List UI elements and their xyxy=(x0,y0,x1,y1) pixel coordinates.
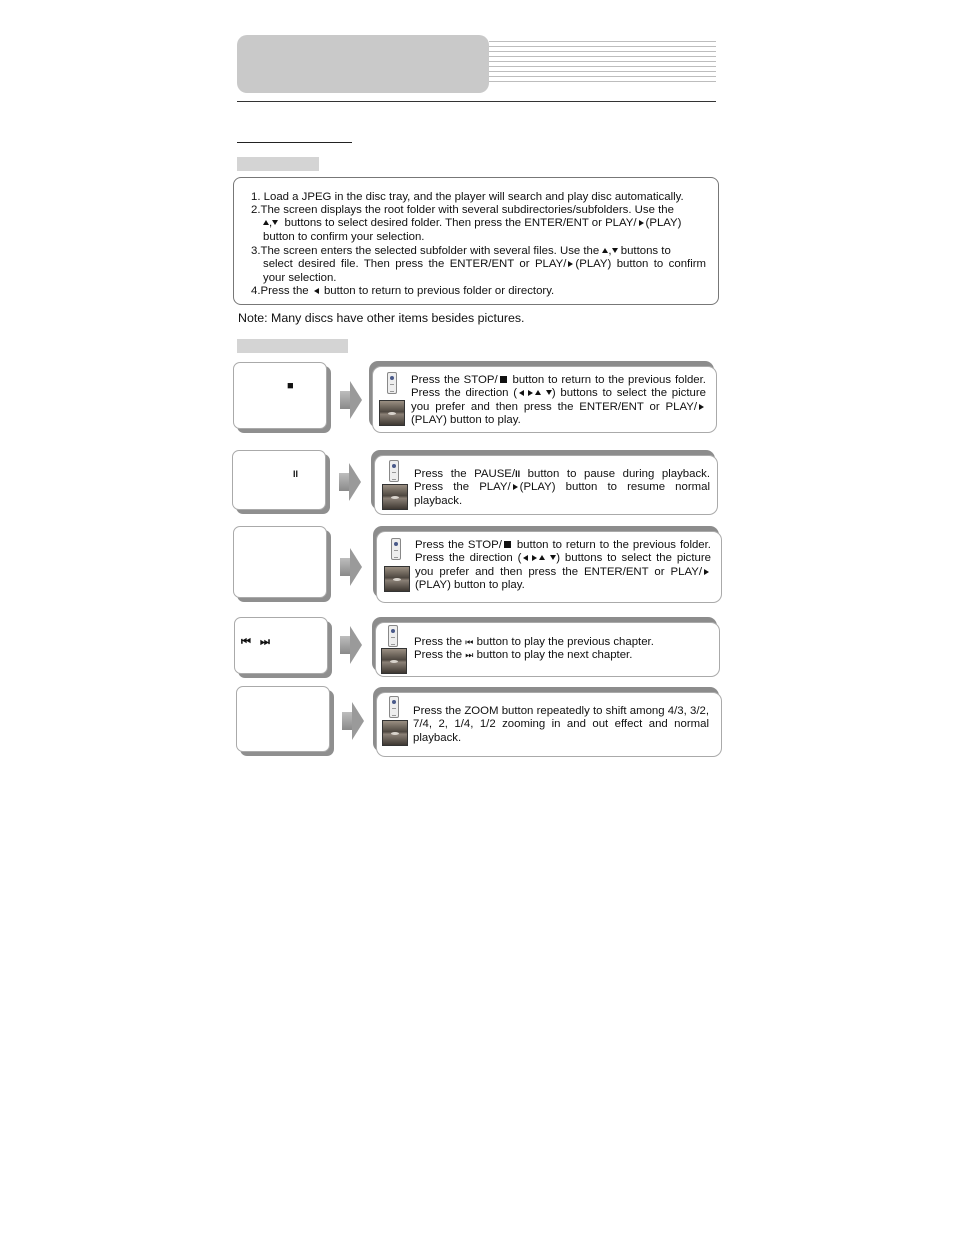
stop-icon xyxy=(504,541,511,548)
section-tag-functions xyxy=(237,339,348,353)
info-box-stop-2 xyxy=(376,531,722,603)
pause-icon: II xyxy=(293,469,299,479)
right-icon xyxy=(532,555,537,561)
right-arrow-icon xyxy=(340,626,362,664)
remote-control-icon xyxy=(387,372,397,394)
skip-icons: ⏮ ⏭ xyxy=(241,636,273,648)
info-text-part: button to return to the previous folder. Press the direction ( xyxy=(415,539,711,565)
info-text-part: button to play the previous chapter. xyxy=(476,636,654,648)
previous-icon: ⏮ xyxy=(465,637,474,647)
right-arrow-icon xyxy=(340,381,362,419)
dvd-player-icon xyxy=(379,400,405,426)
function-box-skip xyxy=(234,617,328,674)
right-icon xyxy=(528,390,533,396)
step-text: button to confirm your selection. xyxy=(263,230,425,243)
info-text-part: ) buttons to select the picture you prefer and then press the ENTER/ENT or PLAY/ xyxy=(415,552,712,578)
step-text: 4.Press the xyxy=(251,285,309,297)
function-box-pause xyxy=(232,450,326,510)
step-text: 1. Load a JPEG in the disc tray, and the player will search and play disc automatically. xyxy=(251,191,684,203)
up-icon xyxy=(535,390,541,395)
step-2 xyxy=(251,204,706,244)
step-text: (PLAY) xyxy=(645,217,682,230)
info-text-part: ) buttons to select the picture you prefer and then press the ENTER/ENT or PLAY/ xyxy=(411,387,706,413)
down-icon xyxy=(272,220,278,225)
play-icon xyxy=(704,569,709,575)
info-text-part: Press the xyxy=(414,636,463,648)
step-text: (PLAY) button to confirm your selection. xyxy=(263,258,707,284)
function-box-blank-1 xyxy=(233,526,327,598)
step-text-continued xyxy=(251,258,706,285)
comma: , xyxy=(608,245,612,257)
header-rule xyxy=(237,101,716,102)
step-4 xyxy=(251,285,706,298)
comma: , xyxy=(269,217,273,230)
info-box-skip xyxy=(375,622,720,677)
note-text: Note: Many discs have other items besides pictures. xyxy=(238,311,525,325)
left-icon xyxy=(519,390,524,396)
right-arrow-icon xyxy=(339,463,361,501)
info-text-part: Press the STOP/ xyxy=(411,374,498,386)
left-icon xyxy=(523,555,528,561)
step-text: select desired file. Then press the ENTER/ENT or PLAY/ xyxy=(263,258,567,271)
header-tab xyxy=(237,35,489,93)
pause-icon: II xyxy=(515,469,521,479)
dvd-player-icon xyxy=(381,648,407,674)
instructions-box xyxy=(233,177,719,305)
step-text-continued xyxy=(251,217,706,230)
step-text: buttons to xyxy=(620,245,671,257)
remote-control-icon xyxy=(389,460,399,482)
info-text-part: button to pause during playback. Press the PLAY/ xyxy=(414,468,710,494)
info-text xyxy=(414,636,710,663)
info-text-part: button to play the next chapter. xyxy=(476,649,633,662)
step-3 xyxy=(251,245,706,285)
left-icon xyxy=(314,288,319,294)
info-box-zoom xyxy=(376,692,722,757)
function-box-zoom xyxy=(236,686,330,752)
remote-control-icon xyxy=(389,696,399,718)
dvd-player-icon xyxy=(384,566,410,592)
step-text: buttons to select desired folder. Then press the ENTER/ENT or PLAY/ xyxy=(284,217,637,230)
play-icon xyxy=(639,220,644,226)
info-text-part: button to return to the previous folder. Press the direction ( xyxy=(411,374,706,400)
info-text-part: Press the STOP/ xyxy=(415,539,502,551)
section-title-underline xyxy=(237,142,352,143)
section-tag-playback xyxy=(237,157,319,171)
info-text xyxy=(411,374,706,428)
info-text xyxy=(415,539,711,593)
info-text-part: (PLAY) button to play. xyxy=(415,579,525,592)
step-text: 2.The screen displays the root folder with several subdirectories/subfolders. Use the xyxy=(251,204,674,216)
info-text-part: (PLAY) button to play. xyxy=(411,414,521,427)
dvd-player-icon xyxy=(382,720,408,746)
right-arrow-icon xyxy=(342,702,364,740)
up-icon xyxy=(539,555,545,560)
stop-icon: ■ xyxy=(287,380,294,392)
info-box-stop xyxy=(372,366,717,433)
play-icon xyxy=(699,404,704,410)
info-text-part: Press the xyxy=(414,649,463,662)
info-box-pause xyxy=(374,455,718,515)
stop-icon xyxy=(500,376,507,383)
dvd-player-icon xyxy=(382,484,408,510)
function-box-stop xyxy=(233,362,327,429)
remote-control-icon xyxy=(391,538,401,560)
play-icon xyxy=(568,261,573,267)
right-arrow-icon xyxy=(340,548,362,586)
info-text-part: Press the PAUSE/ xyxy=(414,468,516,480)
remote-control-icon xyxy=(388,625,398,647)
header-decoration-lines xyxy=(489,41,716,87)
play-icon xyxy=(513,484,518,490)
info-text: Press the ZOOM button repeatedly to shift among 4/3, 3/2, 7/4, 2, 1/4, 1/2 zooming in and out effect and normal playback. xyxy=(413,705,709,744)
step-text: button to return to previous folder or directory. xyxy=(323,285,555,297)
down-icon xyxy=(612,248,618,253)
info-text-part: (PLAY) button to resume normal playback. xyxy=(414,481,710,507)
step-1 xyxy=(251,191,706,204)
info-text xyxy=(414,468,710,508)
next-icon: ⏭ xyxy=(465,650,474,661)
step-text: 3.The screen enters the selected subfolder with several files. Use the xyxy=(251,245,600,257)
